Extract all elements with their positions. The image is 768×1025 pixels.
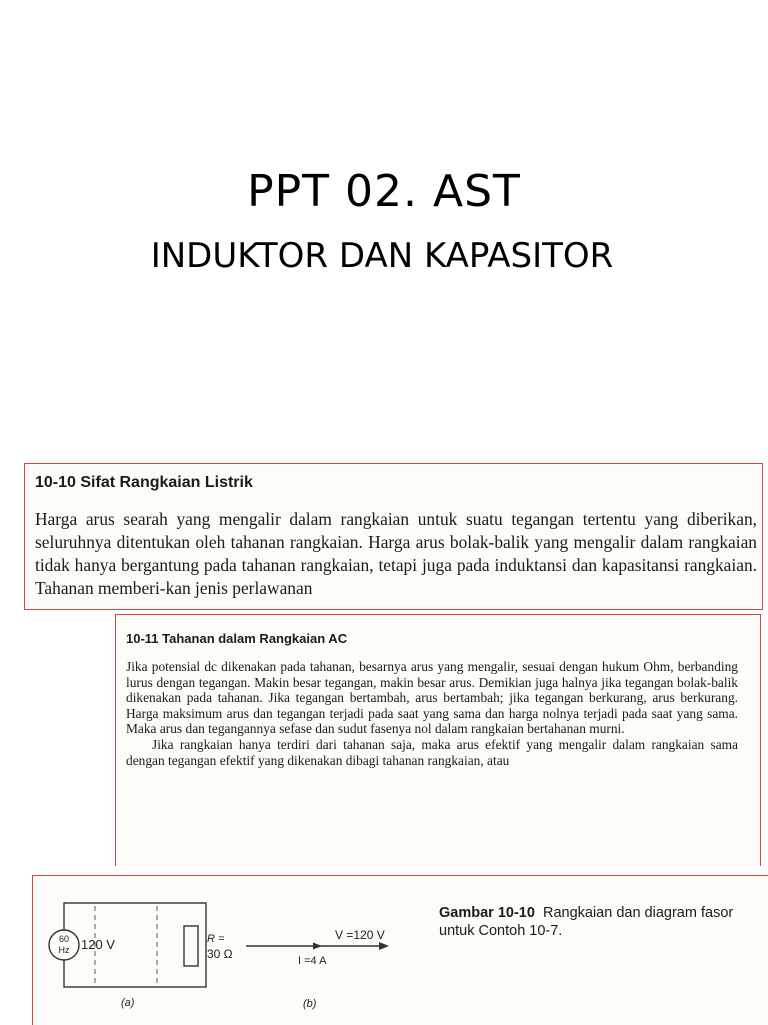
section-paragraph: Jika potensial dc dikenakan pada tahanan, besarnya arus yang mengalir, sesuai dengan hukum Ohm, berbanding lurus dengan tegangan. Makin besar tegangan, makin besar arus. Demikian juga halnya jika tegangan bolak-balik dikenakan pada tahanan. Jika tegangan bertambah, arus bertambah; jika tegangan berkurang, arus berkurang. Harga maksimum arus dan tegangan terjadi pada saat yang sama dan harga nolnya terjadi pada saat yang sama. Maka arus dan tegangannya sefase dan sudut fasenya nol dalam rangkaian bertahanan murni. <box>126 659 738 737</box>
source-frequency-value: 60 <box>58 934 70 944</box>
resistor-label: R = <box>207 933 225 945</box>
scanned-excerpt-section-10-10 <box>24 463 763 610</box>
source-frequency-unit: Hz <box>58 945 70 955</box>
phasor-voltage-label: V =120 V <box>335 928 385 942</box>
section-paragraph: Harga arus searah yang mengalir dalam rangkaian untuk suatu tegangan tertentu yang diberikan, seluruhnya ditentukan oleh tahanan rangkaian. Harga arus bolak-balik yang mengalir dalam rangkaian tidak hanya bergantung pada tahanan rangkaian, tetapi juga pada induktansi dan kapasitansi rangkaian. Tahanan memberi-kan jenis perlawanan <box>35 509 757 598</box>
figure-part-a-label: (a) <box>121 997 135 1009</box>
section-paragraph: Jika rangkaian hanya terdiri dari tahanan saja, maka arus efektif yang mengalir dalam rangkaian sama dengan tegangan efektif yang dikenakan dibagi tahanan rangkaian, atau <box>126 736 738 768</box>
section-heading: 10-10 Sifat Rangkaian Listrik <box>35 474 253 491</box>
arrow-head-icon <box>379 942 389 950</box>
figure-caption <box>439 904 768 940</box>
circuit-diagram <box>33 876 768 1025</box>
scanned-excerpt-section-10-11 <box>115 614 761 866</box>
figure-caption-text: Rangkaian dan diagram fasor untuk Contoh 10-7. <box>439 905 734 939</box>
section-heading: 10-11 Tahanan dalam Rangkaian AC <box>126 631 348 646</box>
slide-title: PPT 02. AST <box>247 166 521 217</box>
figure-caption-label: Gambar 10-10 <box>439 905 535 921</box>
resistor-value: 30 Ω <box>207 947 233 961</box>
section-body <box>126 659 738 768</box>
figure-part-b-label: (b) <box>303 998 317 1010</box>
resistor-icon <box>184 926 198 966</box>
slide-subtitle: INDUKTOR DAN KAPASITOR <box>150 236 614 276</box>
source-voltage-label: 120 V <box>81 937 115 952</box>
phasor-current-label: I =4 A <box>298 955 327 967</box>
scanned-figure-10-10 <box>32 875 768 1025</box>
arrow-head-icon <box>313 943 322 950</box>
